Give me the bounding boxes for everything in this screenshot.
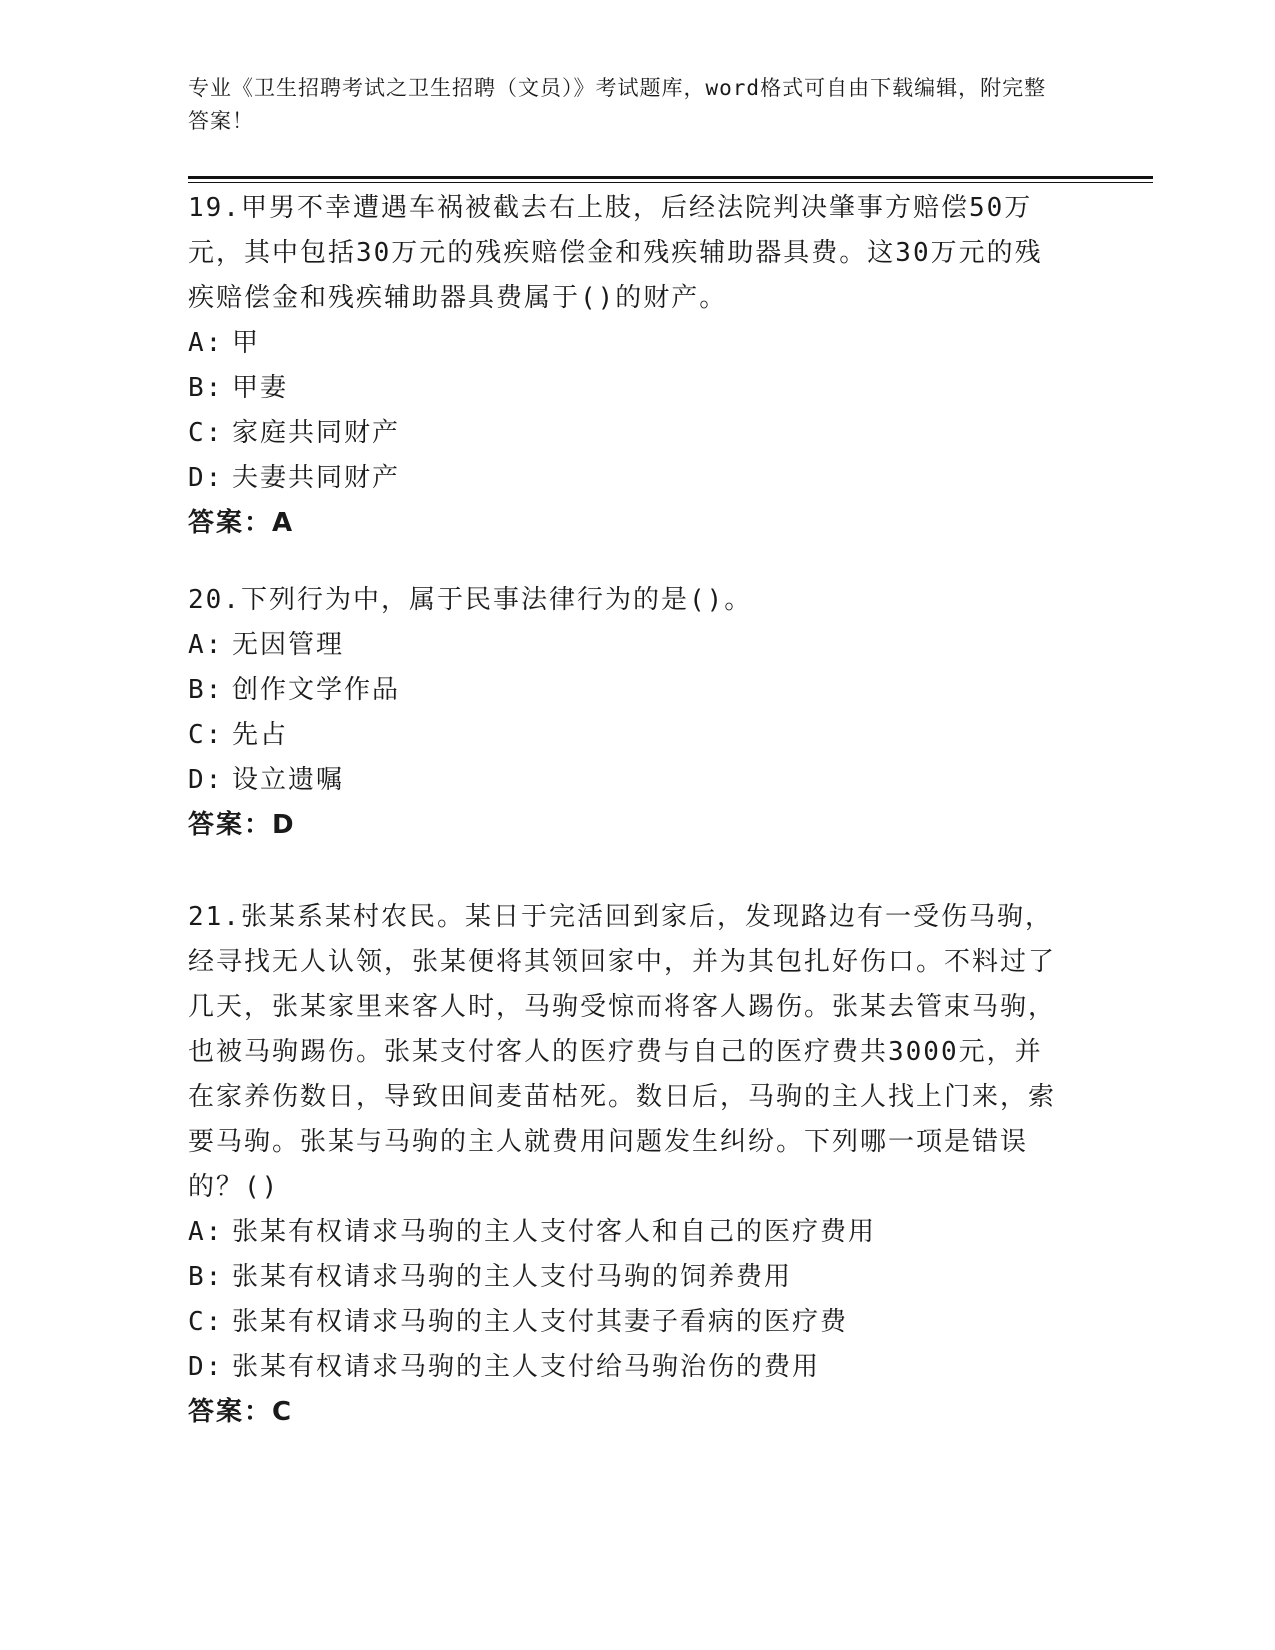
- question-19: [188, 186, 1068, 546]
- option-letter: C:: [188, 1307, 224, 1337]
- option-text: 张某有权请求马驹的主人支付其妻子看病的医疗费: [232, 1307, 849, 1337]
- option-text: 夫妻共同财产: [232, 463, 401, 493]
- option-letter: D:: [188, 1352, 224, 1382]
- option-d: [188, 1345, 1068, 1390]
- option-b: [188, 366, 1068, 411]
- option-text: 张某有权请求马驹的主人支付马驹的饲养费用: [232, 1262, 793, 1292]
- question-20: [188, 578, 1068, 848]
- option-letter: D:: [188, 463, 224, 493]
- option-a: [188, 623, 1068, 668]
- question-stem: 20.下列行为中，属于民事法律行为的是()。: [188, 585, 753, 615]
- option-a: [188, 321, 1068, 366]
- option-letter: C:: [188, 720, 224, 750]
- option-letter: A:: [188, 328, 224, 358]
- option-text: 先占: [232, 720, 289, 750]
- header-divider-thick: [188, 176, 1153, 179]
- option-letter: B:: [188, 1262, 224, 1292]
- question-stem: 21.张某系某村农民。某日于完活回到家后，发现路边有一受伤马驹，经寻找无人认领，张某便将其领回家中，并为其包扎好伤口。不料过了几天，张某家里来客人时，马驹受惊而将客人踢伤。张某去管束马驹，也被马驹踢伤。张某支付客人的医疗费与自己的医疗费共3000元，并在家养伤数日，导致田间麦苗枯死。数日后，马驹的主人找上门来，索要马驹。张某与马驹的主人就费用问题发生纠纷。下列哪一项是错误的？(): [188, 902, 1057, 1202]
- option-text: 甲妻: [232, 373, 289, 403]
- header-divider-thin: [188, 182, 1153, 183]
- answer-label: 答案：C: [188, 1397, 294, 1427]
- option-text: 设立遗嘱: [232, 765, 345, 795]
- option-letter: B:: [188, 373, 224, 403]
- option-a: [188, 1210, 1068, 1255]
- option-c: [188, 411, 1068, 456]
- option-text: 甲: [232, 328, 261, 358]
- option-text: 家庭共同财产: [232, 418, 401, 448]
- option-d: [188, 758, 1068, 803]
- option-d: [188, 456, 1068, 501]
- option-letter: A:: [188, 1217, 224, 1247]
- option-c: [188, 713, 1068, 758]
- option-text: 无因管理: [232, 630, 345, 660]
- option-text: 创作文学作品: [232, 675, 401, 705]
- answer-label: 答案：A: [188, 508, 295, 538]
- document-header: 专业《卫生招聘考试之卫生招聘（文员）》考试题库，word格式可自由下载编辑，附完整答案！: [188, 76, 1047, 133]
- option-letter: D:: [188, 765, 224, 795]
- question-stem: 19.甲男不幸遭遇车祸被截去右上肢，后经法院判决肇事方赔偿50万元，其中包括30万元的残疾赔偿金和残疾辅助器具费。这30万元的残疾赔偿金和残疾辅助器具费属于()的财产。: [188, 193, 1043, 313]
- answer-label: 答案：D: [188, 810, 296, 840]
- option-text: 张某有权请求马驹的主人支付客人和自己的医疗费用: [232, 1217, 877, 1247]
- option-letter: C:: [188, 418, 224, 448]
- option-b: [188, 668, 1068, 713]
- option-c: [188, 1300, 1068, 1345]
- option-letter: B:: [188, 675, 224, 705]
- option-b: [188, 1255, 1068, 1300]
- option-letter: A:: [188, 630, 224, 660]
- option-text: 张某有权请求马驹的主人支付给马驹治伤的费用: [232, 1352, 821, 1382]
- question-21: [188, 895, 1068, 1435]
